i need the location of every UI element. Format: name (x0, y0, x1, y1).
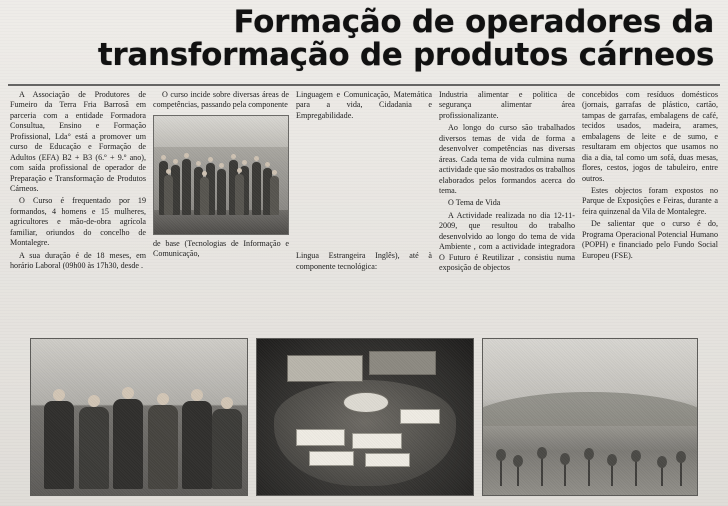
horizontal-divider (8, 84, 720, 86)
paragraph: de base (Tecnologias de Informação e Comunicação, (153, 238, 289, 259)
paragraph: A Actividade realizada no dia 12-11-2009, que resultou do trabalho desenvolvido ao longo do tema de vida Ambiente , com a actividade integradora O Futuro é Reutilizar , consistiu numa exposição de objectos (439, 210, 575, 272)
paragraph: Linguagem e Comunicação, Matemática para a vida, Cidadania e Empregabilidade. (296, 90, 432, 120)
paragraph: O Tema de Vida (448, 198, 501, 208)
paragraph: Industria alimentar e politica de segurança alimentar área profissionalizante. (439, 90, 575, 120)
article-column-1 (10, 90, 146, 325)
paragraph: O Curso é frequentado por 19 formandos, 4 homens e 15 mulheres, agricultores e mão-de-obra agrícola familiar, oriundos do concelho de Montalegre. (10, 196, 146, 248)
photo-people-row (157, 154, 286, 215)
article-column-2 (153, 90, 289, 325)
paragraph: Lingua Estrangeira Inglês), até à componente tecnológica: (296, 251, 432, 271)
article-column-4 (439, 90, 575, 325)
paragraph: concebidos com resíduos domésticos (jornais, garrafas de plástico, cartão, tampas de garrafas, embalagens de café, tecidos usados, madeira, arames, embalagens de leite e de sumo, e resultaram em objectos que usamos no dia a dia, tal como um sofá, duas mesas, flores, cestos, jogos de tabuleiro, entre outros. (582, 90, 718, 183)
paragraph: A sua duração é de 18 meses, em horário Laboral (09h00 às 17h30, desde . (10, 250, 146, 270)
paragraph: O curso incide sobre diversas áreas de competências, passando pela componente (153, 90, 289, 110)
paragraph: A Associação de Produtores de Fumeiro da Terra Fria Barrosã em parceria com a entidade Formadora Consultua, Ensino e Formação Profissional, Lda° está a promover um curso de Educação e Formação de Adultos (EFA) B2 + B3 (6.º + 9.º ano), com saída profissional de operador de Preparação e Transformação de Produtos Cárneos. (10, 90, 146, 193)
photo-paisagem (482, 338, 698, 496)
paragraph: De salientar que o curso é do, Programa Operacional Potencial Humano (POPH) e financiado pelo Fundo Social Europeu (FSE). (582, 219, 718, 260)
paragraph: Ao longo do curso são trabalhados diversos temas de vida de forma a desenvolver competências nas diversas áreas. Cada tema de vida culmina numa actividade que são mostrados os trabalhos elaborados pelos formandos acerca do tema. (439, 123, 575, 195)
article-column-5 (582, 90, 718, 325)
article-columns (10, 90, 718, 325)
page-title (0, 0, 728, 72)
headline-line-1: Formação de operadores da (233, 4, 714, 40)
photo-mesa-exposicao (256, 338, 474, 496)
bottom-photo-strip (30, 338, 698, 496)
photo-grupo-formandos (153, 115, 289, 235)
photo-grupo-exterior (30, 338, 248, 496)
paragraph: Estes objectos foram expostos no Parque de Exposições e Feiras, durante a feira quinzenal da Vila de Montalegre. (582, 185, 718, 216)
article-column-3 (296, 90, 432, 325)
headline-line-2: transformação de produtos cárneos (97, 36, 714, 73)
